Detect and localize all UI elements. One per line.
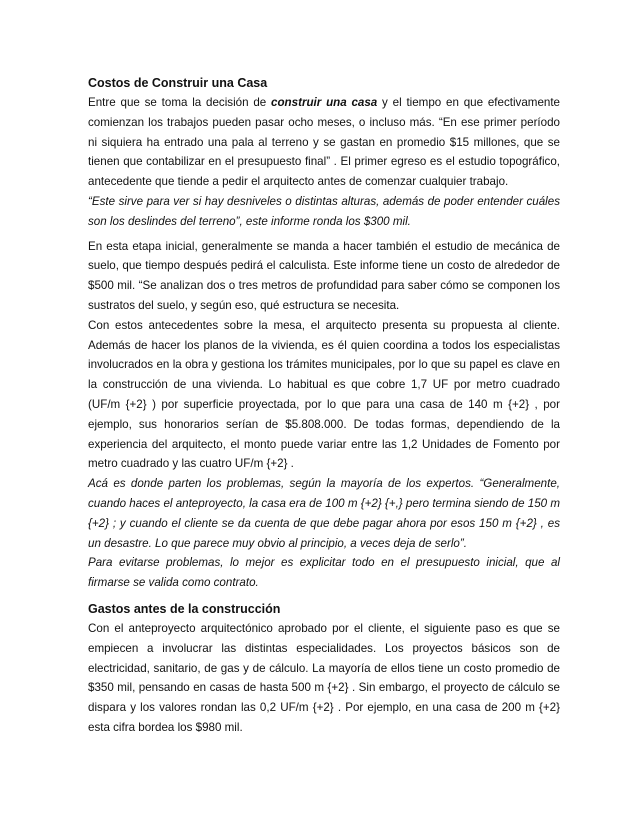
document-title: Costos de Construir una Casa [88, 76, 268, 90]
section-title-gastos: Gastos antes de la construcción [88, 601, 281, 616]
quote-topographic: “Este sirve para ver si hay desniveles o distintas alturas, además de poder entender cuáles son los deslindes del terreno”, este informe ronda los $300 mil. [88, 194, 560, 228]
paragraph-architect: Con estos antecedentes sobre la mesa, el arquitecto presenta su propuesta al cliente. Además de hacer los planos de la vivienda, es él quien coordina a todos los especialistas involucrados en la obra y gestiona los trámites municipales, por lo que su papel es clave en la construcción de una vivienda. Lo habitual es que cobre 1,7 UF por metro cuadrado (UF/m {+2} ) por superficie proyectada, por lo que para una casa de 140 m {+2} , por ejemplo, sus honorarios serían de $5.808.000. De todas formas, dependiendo de la experiencia del arquitecto, el monto puede variar entre las 1,2 Unidades de Fomento por metro cuadrado y las cuatro UF/m {+2} . [88, 318, 560, 471]
emphasis-construir: construir una casa [271, 96, 378, 109]
paragraph-intro-start: Entre que se toma la decisión de [88, 96, 272, 109]
paragraph-intro-rest: y el tiempo en que efectivamente comienzan los trabajos pueden pasar ocho meses, o incluso más. “En ese primer período ni siquiera ha entrado una pala al terreno y se gastan en promedio $15 millones, que se tienen que contabilizar en el presupuesto final” . El primer egreso es el estudio topográfico, antecedente que tiende a pedir el arquitecto antes de comenzar cualquier trabajo. [88, 96, 561, 189]
quote-problems: Acá es donde parten los problemas, según la mayoría de los expertos. “Generalmente, cuando haces el anteproyecto, la casa era de 100 m {+2} {+,} pero termina siendo de 150 m {+2} ; y cuando el cliente se da cuenta de que debe pagar ahora por esos 150 m {+2} , es un desastre. Lo que parece muy obvio al principio, a veces deja de serlo”. [88, 477, 560, 550]
paragraph-intro [88, 93, 560, 192]
paragraph-soil-study: En esta etapa inicial, generalmente se manda a hacer también el estudio de mecánica de suelo, que tiempo después pedirá el calculista. Este informe tiene un costo de alrededor de $500 mil. “Se analizan dos o tres metros de profundidad para saber cómo se componen los sustratos del suelo, y según eso, qué estructura se necesita. [88, 239, 560, 312]
quote-budget-advice: Para evitarse problemas, lo mejor es explicitar todo en el presupuesto inicial, que al firmarse se valida como contrato. [88, 556, 560, 590]
paragraph-specialties: Con el anteproyecto arquitectónico aprobado por el cliente, el siguiente paso es que se empiecen a involucrar las distintas especialidades. Los proyectos básicos son de electricidad, sanitario, de gas y de cálculo. La mayoría de ellos tiene un costo promedio de $350 mil, pensando en casas de hasta 500 m {+2} . Sin embargo, el proyecto de cálculo se dispara y los valores rondan las 0,2 UF/m {+2} . Por ejemplo, en una casa de 200 m {+2} esta cifra bordea los $980 mil. [88, 621, 560, 734]
